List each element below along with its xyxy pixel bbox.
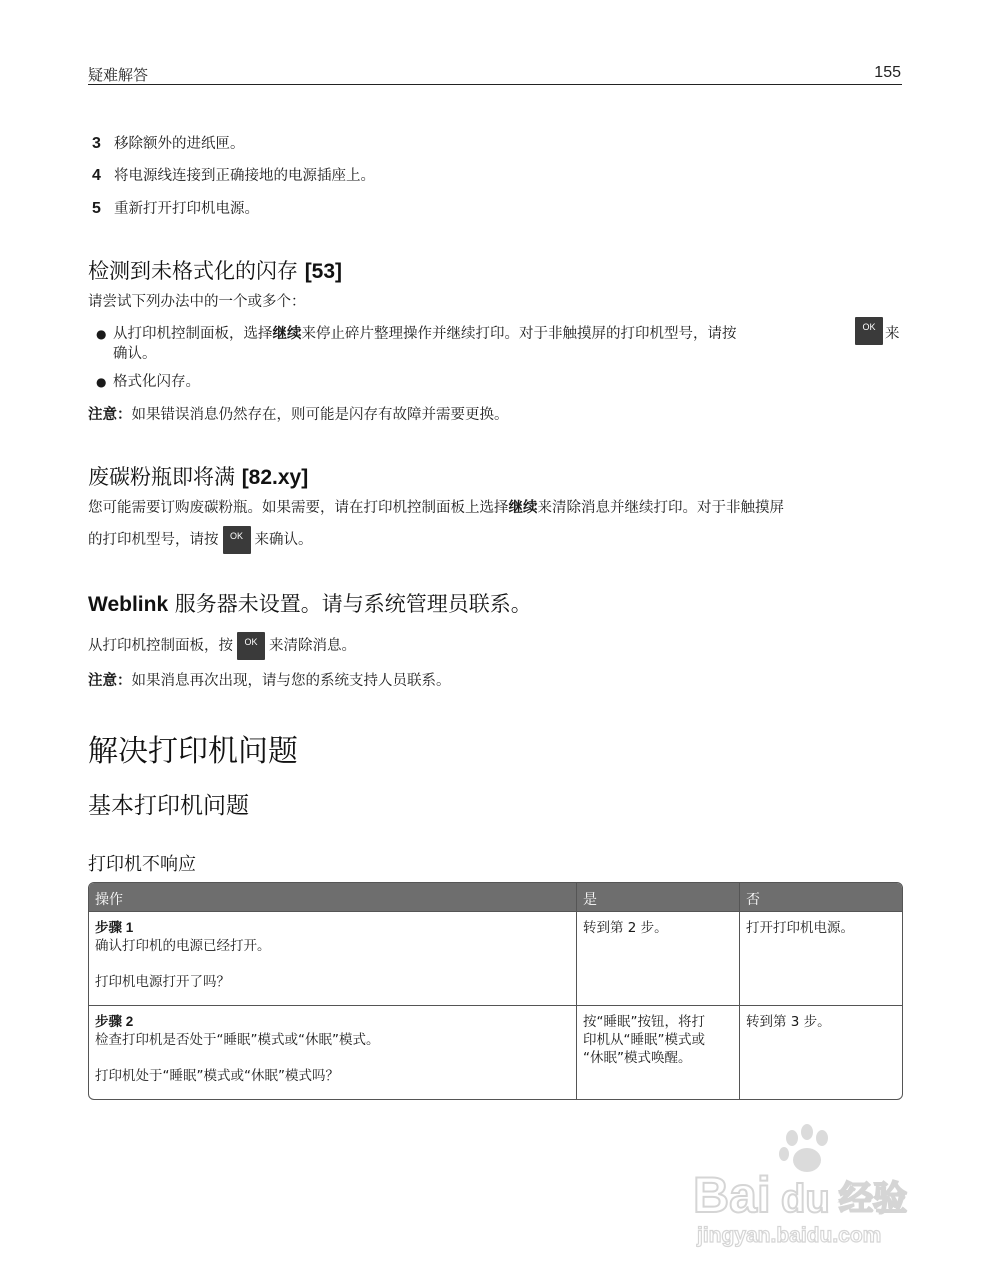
bullet-icon: ● bbox=[96, 375, 107, 389]
note-label: 注意： bbox=[88, 673, 132, 689]
question-text: 打印机处于“睡眠”模式或“休眠”模式吗？ bbox=[95, 1068, 339, 1084]
header-rule bbox=[88, 84, 902, 85]
note bbox=[88, 405, 509, 425]
section-heading-weblink bbox=[88, 588, 532, 618]
step-number: 4 bbox=[92, 167, 101, 184]
paragraph bbox=[88, 526, 313, 554]
bullet-text: 来 bbox=[885, 326, 900, 342]
continue-term: 继续 bbox=[508, 500, 538, 516]
bullet-text: 确认。 bbox=[112, 346, 157, 362]
paragraph-text: 来清除消息并继续打印。对于非触摸屏 bbox=[537, 500, 784, 516]
chapter-heading: 解决打印机问题 bbox=[88, 734, 298, 769]
step-item bbox=[92, 132, 245, 153]
table-row-1-yes: 转到第 2 步。 bbox=[583, 920, 668, 936]
list-item bbox=[96, 324, 902, 364]
column-divider bbox=[576, 883, 577, 1099]
running-header-section: 疑难解答 bbox=[88, 66, 149, 84]
step-label: 步骤 2 bbox=[95, 1014, 134, 1029]
note-text: 如果消息再次出现，请与您的系统支持人员联系。 bbox=[131, 673, 451, 689]
paragraph-text: 来清除消息。 bbox=[269, 638, 356, 654]
column-header-yes: 是 bbox=[583, 892, 597, 908]
note bbox=[88, 671, 451, 691]
answer-line: 印机从“睡眠”模式或 bbox=[583, 1032, 705, 1048]
answer-line: 按“睡眠”按钮，将打 bbox=[583, 1014, 705, 1030]
action-text: 检查打印机是否处于“睡眠”模式或“休眠”模式。 bbox=[95, 1032, 380, 1048]
paragraph bbox=[88, 632, 356, 660]
section-heading-unformatted-flash bbox=[88, 255, 342, 285]
watermark-brand: Bai bbox=[693, 1167, 771, 1223]
ok-button-icon: OK bbox=[855, 317, 883, 345]
bullet-icon: ● bbox=[96, 327, 107, 341]
page-number: 155 bbox=[874, 64, 901, 81]
paragraph-text: 从打印机控制面板，按 bbox=[88, 638, 233, 654]
heading-text: 废碳粉瓶即将满 bbox=[88, 465, 242, 489]
note-text: 如果错误消息仍然存在，则可能是闪存有故障并需要更换。 bbox=[131, 407, 509, 423]
continue-term: 继续 bbox=[272, 326, 302, 342]
paragraph bbox=[88, 498, 908, 518]
troubleshooting-table bbox=[88, 882, 903, 1100]
bullet-text: 格式化闪存。 bbox=[113, 374, 200, 390]
section-heading-waste-toner bbox=[88, 461, 308, 491]
watermark-brand2: du bbox=[781, 1177, 830, 1221]
paw-icon bbox=[779, 1124, 828, 1172]
table-header-row bbox=[89, 883, 902, 911]
step-item bbox=[92, 197, 259, 218]
paragraph-text: 的打印机型号，请按 bbox=[88, 532, 219, 548]
heading-brand: Weblink bbox=[88, 593, 169, 616]
heading-text: 服务器未设置。请与系统管理员联系。 bbox=[168, 592, 532, 616]
heading-text: 检测到未格式化的闪存 bbox=[88, 259, 305, 283]
step-item bbox=[92, 164, 375, 185]
watermark-url: jingyan.baidu.com bbox=[697, 1224, 882, 1247]
baidu-jingyan-watermark bbox=[689, 1120, 929, 1250]
note-label: 注意： bbox=[88, 407, 132, 423]
step-text: 将电源线连接到正确接地的电源插座上。 bbox=[114, 168, 375, 184]
row-divider bbox=[89, 911, 902, 912]
step-text: 重新打开打印机电源。 bbox=[114, 201, 259, 217]
watermark-cn: 经验 bbox=[839, 1179, 907, 1219]
topic-heading: 打印机不响应 bbox=[88, 854, 196, 875]
intro-paragraph: 请尝试下列办法中的一个或多个： bbox=[88, 294, 306, 310]
answer-line: “休眠”模式唤醒。 bbox=[583, 1050, 692, 1066]
row-divider bbox=[89, 1005, 902, 1006]
bullet-text: 来停止碎片整理操作并继续打印。对于非触摸屏的打印机型号，请按 bbox=[301, 326, 737, 342]
step-number: 3 bbox=[92, 135, 101, 152]
error-code: [53] bbox=[304, 260, 343, 283]
table-row-1-no: 打开打印机电源。 bbox=[746, 920, 854, 936]
subsection-heading: 基本打印机问题 bbox=[88, 793, 249, 819]
bullet-text: 从打印机控制面板，选择 bbox=[112, 326, 273, 342]
question-text: 打印机电源打开了吗？ bbox=[95, 974, 230, 990]
column-header-no: 否 bbox=[746, 892, 760, 908]
paragraph-text: 来确认。 bbox=[254, 532, 313, 548]
step-number: 5 bbox=[92, 200, 101, 217]
table-row-2-action bbox=[95, 1013, 570, 1085]
column-header-action: 操作 bbox=[95, 892, 123, 908]
action-text: 确认打印机的电源已经打开。 bbox=[95, 938, 271, 954]
ok-button-icon: OK bbox=[237, 632, 265, 660]
table-row-2-yes bbox=[583, 1013, 735, 1067]
paragraph-text: 您可能需要订购废碳粉瓶。如果需要，请在打印机控制面板上选择 bbox=[88, 500, 509, 516]
list-item bbox=[96, 372, 200, 392]
step-text: 移除额外的进纸匣。 bbox=[114, 136, 245, 152]
step-label: 步骤 1 bbox=[95, 920, 134, 935]
error-code: [82.xy] bbox=[241, 466, 309, 489]
table-row-1-action bbox=[95, 919, 570, 991]
table-row-2-no: 转到第 3 步。 bbox=[746, 1014, 831, 1030]
column-divider bbox=[739, 883, 740, 1099]
ok-button-icon: OK bbox=[223, 526, 251, 554]
